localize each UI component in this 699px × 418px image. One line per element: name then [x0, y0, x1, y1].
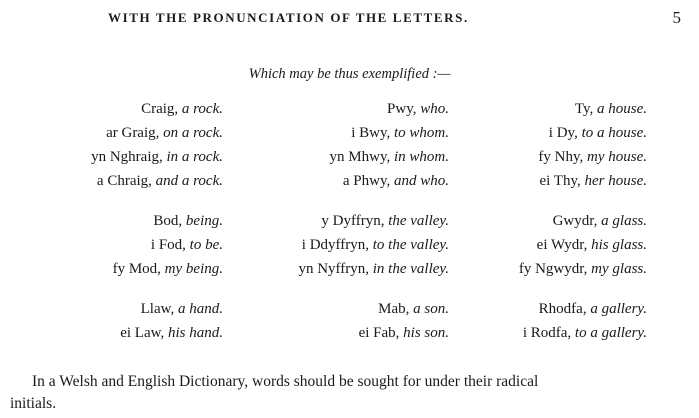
- example-entry: [141, 97, 223, 121]
- example-row: [0, 321, 699, 345]
- welsh-word: Pwy,: [387, 101, 417, 117]
- example-entry: [549, 121, 647, 145]
- welsh-word: i Ddyffryn,: [301, 237, 370, 253]
- welsh-word: Bod,: [153, 213, 183, 229]
- english-gloss: a hand.: [178, 301, 223, 317]
- footer-line-1: In a Welsh and English Dictionary, words should be sought for under their radical: [32, 373, 539, 390]
- english-gloss: to a gallery.: [574, 325, 647, 341]
- welsh-word: ar Graig,: [106, 125, 160, 141]
- english-gloss: on a rock.: [163, 125, 223, 141]
- welsh-word: i Fod,: [150, 237, 186, 253]
- example-row: [0, 209, 699, 233]
- example-entry: [539, 297, 647, 321]
- welsh-word: Gwydr,: [552, 213, 598, 229]
- welsh-word: Llaw,: [140, 301, 175, 317]
- welsh-word: fy Ngwydr,: [518, 261, 588, 277]
- welsh-word: a Chraig,: [96, 173, 152, 189]
- welsh-word: fy Mod,: [112, 261, 161, 277]
- welsh-word: i Rodfa,: [522, 325, 572, 341]
- english-gloss: my being.: [164, 261, 223, 277]
- example-row: [0, 169, 699, 193]
- welsh-word: i Bwy,: [351, 125, 391, 141]
- example-entry: [298, 257, 449, 281]
- english-gloss: to a house.: [581, 125, 647, 141]
- welsh-word: ei Thy,: [539, 173, 581, 189]
- example-group: [0, 209, 699, 281]
- english-gloss: a gallery.: [590, 301, 647, 317]
- english-gloss: the valley.: [388, 213, 449, 229]
- welsh-word: Rhodfa,: [538, 301, 587, 317]
- example-entry: [153, 209, 223, 233]
- english-gloss: his son.: [403, 325, 449, 341]
- header-title: WITH THE PRONUNCIATION OF THE LETTERS.: [108, 10, 469, 25]
- example-entry: [97, 169, 223, 193]
- example-entry: [538, 145, 647, 169]
- example-entry: [378, 297, 449, 321]
- example-entry: [120, 321, 223, 345]
- english-gloss: who.: [420, 101, 449, 117]
- welsh-word: yn Nghraig,: [91, 149, 163, 165]
- examples-intro: Which may be thus exemplified :—: [248, 66, 451, 82]
- welsh-word: fy Nhy,: [538, 149, 584, 165]
- english-gloss: to be.: [189, 237, 223, 253]
- english-gloss: a glass.: [601, 213, 647, 229]
- example-entry: [330, 145, 449, 169]
- english-gloss: his hand.: [167, 325, 223, 341]
- example-entry: [106, 121, 223, 145]
- example-entry: [523, 321, 647, 345]
- welsh-word: yn Mhwy,: [329, 149, 391, 165]
- example-entry: [141, 297, 223, 321]
- english-gloss: in the valley.: [372, 261, 449, 277]
- welsh-word: Ty,: [574, 101, 594, 117]
- welsh-word: ei Fab,: [358, 325, 400, 341]
- running-header: [0, 8, 699, 30]
- example-row: [0, 145, 699, 169]
- footer-paragraph: [10, 371, 685, 415]
- english-gloss: being.: [185, 213, 223, 229]
- example-row: [0, 233, 699, 257]
- welsh-word: ei Wydr,: [536, 237, 588, 253]
- english-gloss: a house.: [597, 101, 647, 117]
- example-entry: [113, 257, 223, 281]
- example-entry: [540, 169, 648, 193]
- welsh-word: i Dy,: [548, 125, 578, 141]
- welsh-word: a Phwy,: [342, 173, 391, 189]
- example-group: [0, 297, 699, 345]
- english-gloss: in whom.: [393, 149, 449, 165]
- welsh-word: ei Law,: [120, 325, 165, 341]
- welsh-word: Craig,: [141, 101, 179, 117]
- example-entry: [302, 233, 449, 257]
- example-row: [0, 121, 699, 145]
- english-gloss: her house.: [584, 173, 647, 189]
- english-gloss: and a rock.: [155, 173, 223, 189]
- welsh-word: y Dyffryn,: [321, 213, 385, 229]
- example-entry: [151, 233, 223, 257]
- example-entry: [537, 233, 647, 257]
- welsh-word: Mab,: [378, 301, 410, 317]
- english-gloss: my house.: [587, 149, 647, 165]
- example-entry: [359, 321, 449, 345]
- example-entry: [553, 209, 647, 233]
- example-entry: [519, 257, 647, 281]
- example-entry: [321, 209, 449, 233]
- english-gloss: to the valley.: [372, 237, 449, 253]
- mutation-examples: [0, 97, 699, 345]
- english-gloss: his glass.: [591, 237, 647, 253]
- example-entry: [575, 97, 647, 121]
- english-gloss: to whom.: [393, 125, 449, 141]
- page-number: 5: [672, 8, 681, 27]
- example-entry: [91, 145, 223, 169]
- example-row: [0, 297, 699, 321]
- example-entry: [387, 97, 449, 121]
- english-gloss: a son.: [413, 301, 449, 317]
- english-gloss: a rock.: [181, 101, 223, 117]
- english-gloss: and who.: [393, 173, 449, 189]
- example-entry: [343, 169, 449, 193]
- english-gloss: my glass.: [591, 261, 647, 277]
- example-group: [0, 97, 699, 193]
- example-entry: [351, 121, 449, 145]
- example-row: [0, 97, 699, 121]
- footer-line-2: initials.: [10, 395, 57, 412]
- english-gloss: in a rock.: [166, 149, 223, 165]
- welsh-word: yn Nyffryn,: [298, 261, 370, 277]
- example-row: [0, 257, 699, 281]
